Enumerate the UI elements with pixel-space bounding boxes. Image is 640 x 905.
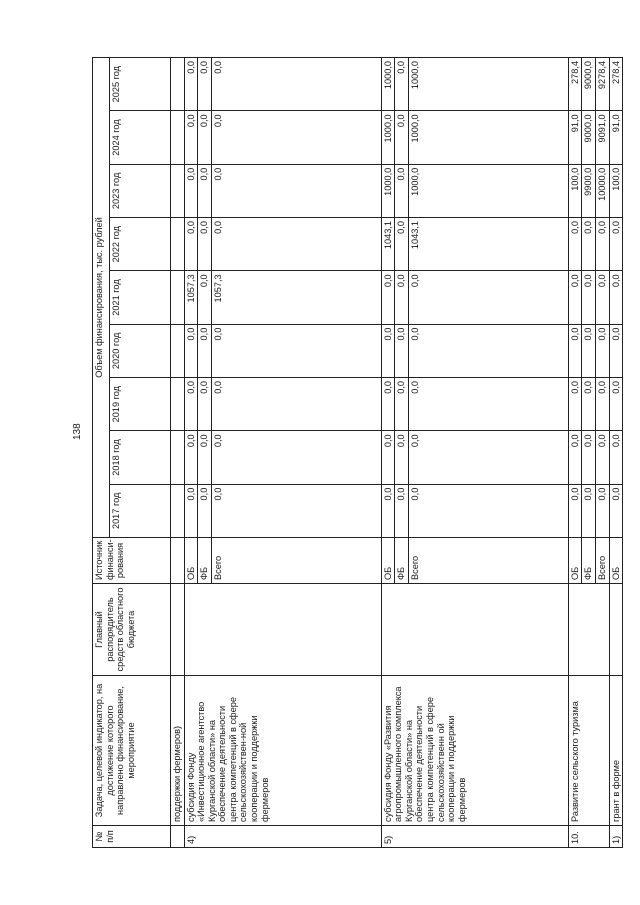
value-cell: 0,0 [198,218,212,271]
value-cell: 0,0 [596,484,610,537]
value-cell [171,57,185,110]
value-cell: 0,0 [184,378,198,431]
header-year: 2020 год [110,324,171,377]
table-row [184,57,198,847]
value-cell [171,111,185,164]
row-task-cell: поддержки фермеров) [171,676,185,826]
row-task-cell: Развитие сельского туризма [568,676,609,826]
value-cell: 0,0 [381,431,395,484]
value-cell: 0,0 [381,378,395,431]
row-task-cell: грант в форме [609,676,623,826]
header-funding-group: Объем финансирования, тыс. рублей [93,57,110,537]
source-cell: ОБ [609,538,623,584]
header-num: № п/п [93,826,171,848]
value-cell: 1000,0 [381,164,395,217]
value-cell: 0,0 [582,484,596,537]
row-num-cell [171,826,185,848]
value-cell: 0,0 [198,324,212,377]
table-row [568,57,582,847]
table-row [381,57,395,847]
value-cell: 0,0 [395,57,409,110]
value-cell: 0,0 [609,271,623,324]
value-cell: 0,0 [395,324,409,377]
row-executor-cell [381,584,568,676]
value-cell: 1000,0 [408,164,568,217]
value-cell [171,218,185,271]
value-cell: 0,0 [395,164,409,217]
value-cell: 1000,0 [408,111,568,164]
value-cell: 0,0 [582,431,596,484]
rotated-table-container [92,58,621,848]
value-cell: 0,0 [408,378,568,431]
row-task-cell: субсидия Фонду «Инвестиционное агентство Курганской области» на обеспечение деятельности центра компетенций в сфере сельскохозяйствен-ной кооперации и поддержки фермеров [184,676,381,826]
value-cell: 0,0 [395,431,409,484]
value-cell: 0,0 [596,218,610,271]
value-cell: 0,0 [198,484,212,537]
value-cell [171,271,185,324]
row-num-cell: 10. [568,826,609,848]
row-executor-cell [184,584,381,676]
value-cell: 0,0 [184,111,198,164]
source-cell: ФБ [198,538,212,584]
value-cell: 0,0 [211,484,381,537]
row-num-cell: 4) [184,826,381,848]
value-cell: 0,0 [395,111,409,164]
value-cell: 0,0 [198,271,212,324]
value-cell: 0,0 [184,431,198,484]
value-cell: 100,0 [609,164,623,217]
header-year: 2024 год [110,111,171,164]
header-year: 2017 год [110,484,171,537]
value-cell: 0,0 [211,164,381,217]
value-cell: 0,0 [408,431,568,484]
value-cell: 0,0 [408,271,568,324]
source-cell: Всего [408,538,568,584]
value-cell: 0,0 [609,324,623,377]
source-cell: ФБ [582,538,596,584]
value-cell: 0,0 [609,218,623,271]
value-cell: 0,0 [582,324,596,377]
value-cell: 0,0 [568,324,582,377]
header-year: 2021 год [110,271,171,324]
row-task-cell: субсидия Фонду «Развития агропромышленного комплекса Курганской области» на обеспечение деятельности центра компетенций в сфере сельскохозяйственн ой кооперации и поддержки фермеров [381,676,568,826]
page-number: 138 [72,423,83,440]
value-cell: 0,0 [568,378,582,431]
header-year: 2018 год [110,431,171,484]
value-cell: 0,0 [568,218,582,271]
value-cell: 1057,3 [211,271,381,324]
table-row [609,57,623,847]
table-row-continued [171,57,185,847]
value-cell: 0,0 [582,218,596,271]
source-cell: Всего [211,538,381,584]
value-cell: 0,0 [184,164,198,217]
header-year: 2019 год [110,378,171,431]
row-num-cell: 1) [609,826,623,848]
value-cell [171,164,185,217]
value-cell: 0,0 [198,378,212,431]
value-cell: 1000,0 [408,57,568,110]
value-cell: 0,0 [596,431,610,484]
source-cell: ФБ [395,538,409,584]
value-cell: 0,0 [609,484,623,537]
value-cell: 0,0 [381,484,395,537]
value-cell: 9900,0 [582,164,596,217]
value-cell: 9000,0 [582,57,596,110]
value-cell [171,324,185,377]
value-cell: 0,0 [395,378,409,431]
value-cell [171,484,185,537]
value-cell [171,378,185,431]
value-cell: 0,0 [582,378,596,431]
value-cell: 1043,1 [381,218,395,271]
header-executor: Главный распорядитель средств областного бюджета [93,584,171,676]
value-cell: 1000,0 [381,57,395,110]
source-cell: ОБ [568,538,582,584]
value-cell: 0,0 [609,431,623,484]
value-cell: 0,0 [198,57,212,110]
value-cell: 0,0 [184,324,198,377]
value-cell: 0,0 [596,378,610,431]
value-cell: 0,0 [198,431,212,484]
value-cell: 0,0 [568,431,582,484]
value-cell: 0,0 [198,111,212,164]
value-cell: 91,0 [568,111,582,164]
source-cell: Всего [596,538,610,584]
value-cell: 0,0 [395,218,409,271]
row-executor-cell [609,584,623,676]
value-cell: 1043,1 [408,218,568,271]
value-cell: 0,0 [211,431,381,484]
value-cell: 0,0 [568,484,582,537]
header-row-1 [93,57,110,847]
value-cell: 0,0 [381,271,395,324]
value-cell [171,431,185,484]
value-cell: 9091,0 [596,111,610,164]
value-cell: 91,0 [609,111,623,164]
value-cell: 10000,0 [596,164,610,217]
value-cell: 0,0 [184,218,198,271]
row-source-cell [171,538,185,584]
header-task: Задача, целевой индикатор, на достижение которого направлено финансирование, мероприятие [93,676,171,826]
value-cell: 0,0 [395,484,409,537]
financing-table [92,57,623,848]
header-year: 2022 год [110,218,171,271]
value-cell: 0,0 [211,378,381,431]
value-cell: 0,0 [596,324,610,377]
value-cell: 0,0 [184,484,198,537]
value-cell: 9000,0 [582,111,596,164]
value-cell: 278,4 [568,57,582,110]
value-cell: 0,0 [381,324,395,377]
value-cell: 0,0 [211,324,381,377]
header-year: 2025 год [110,57,171,110]
value-cell: 100,0 [568,164,582,217]
header-year: 2023 год [110,164,171,217]
value-cell: 1057,3 [184,271,198,324]
value-cell: 0,0 [582,271,596,324]
value-cell: 0,0 [568,271,582,324]
source-cell: ОБ [381,538,395,584]
value-cell: 1000,0 [381,111,395,164]
value-cell: 0,0 [184,57,198,110]
row-executor-cell [171,584,185,676]
header-source: Источник финанси-рования [93,538,171,584]
value-cell: 0,0 [408,484,568,537]
value-cell: 0,0 [408,324,568,377]
value-cell: 0,0 [211,57,381,110]
source-cell: ОБ [184,538,198,584]
value-cell: 0,0 [211,218,381,271]
row-num-cell: 5) [381,826,568,848]
value-cell: 0,0 [395,271,409,324]
value-cell: 278,4 [609,57,623,110]
value-cell: 9278,4 [596,57,610,110]
value-cell: 0,0 [198,164,212,217]
value-cell: 0,0 [609,378,623,431]
row-executor-cell [568,584,609,676]
value-cell: 0,0 [596,271,610,324]
value-cell: 0,0 [211,111,381,164]
